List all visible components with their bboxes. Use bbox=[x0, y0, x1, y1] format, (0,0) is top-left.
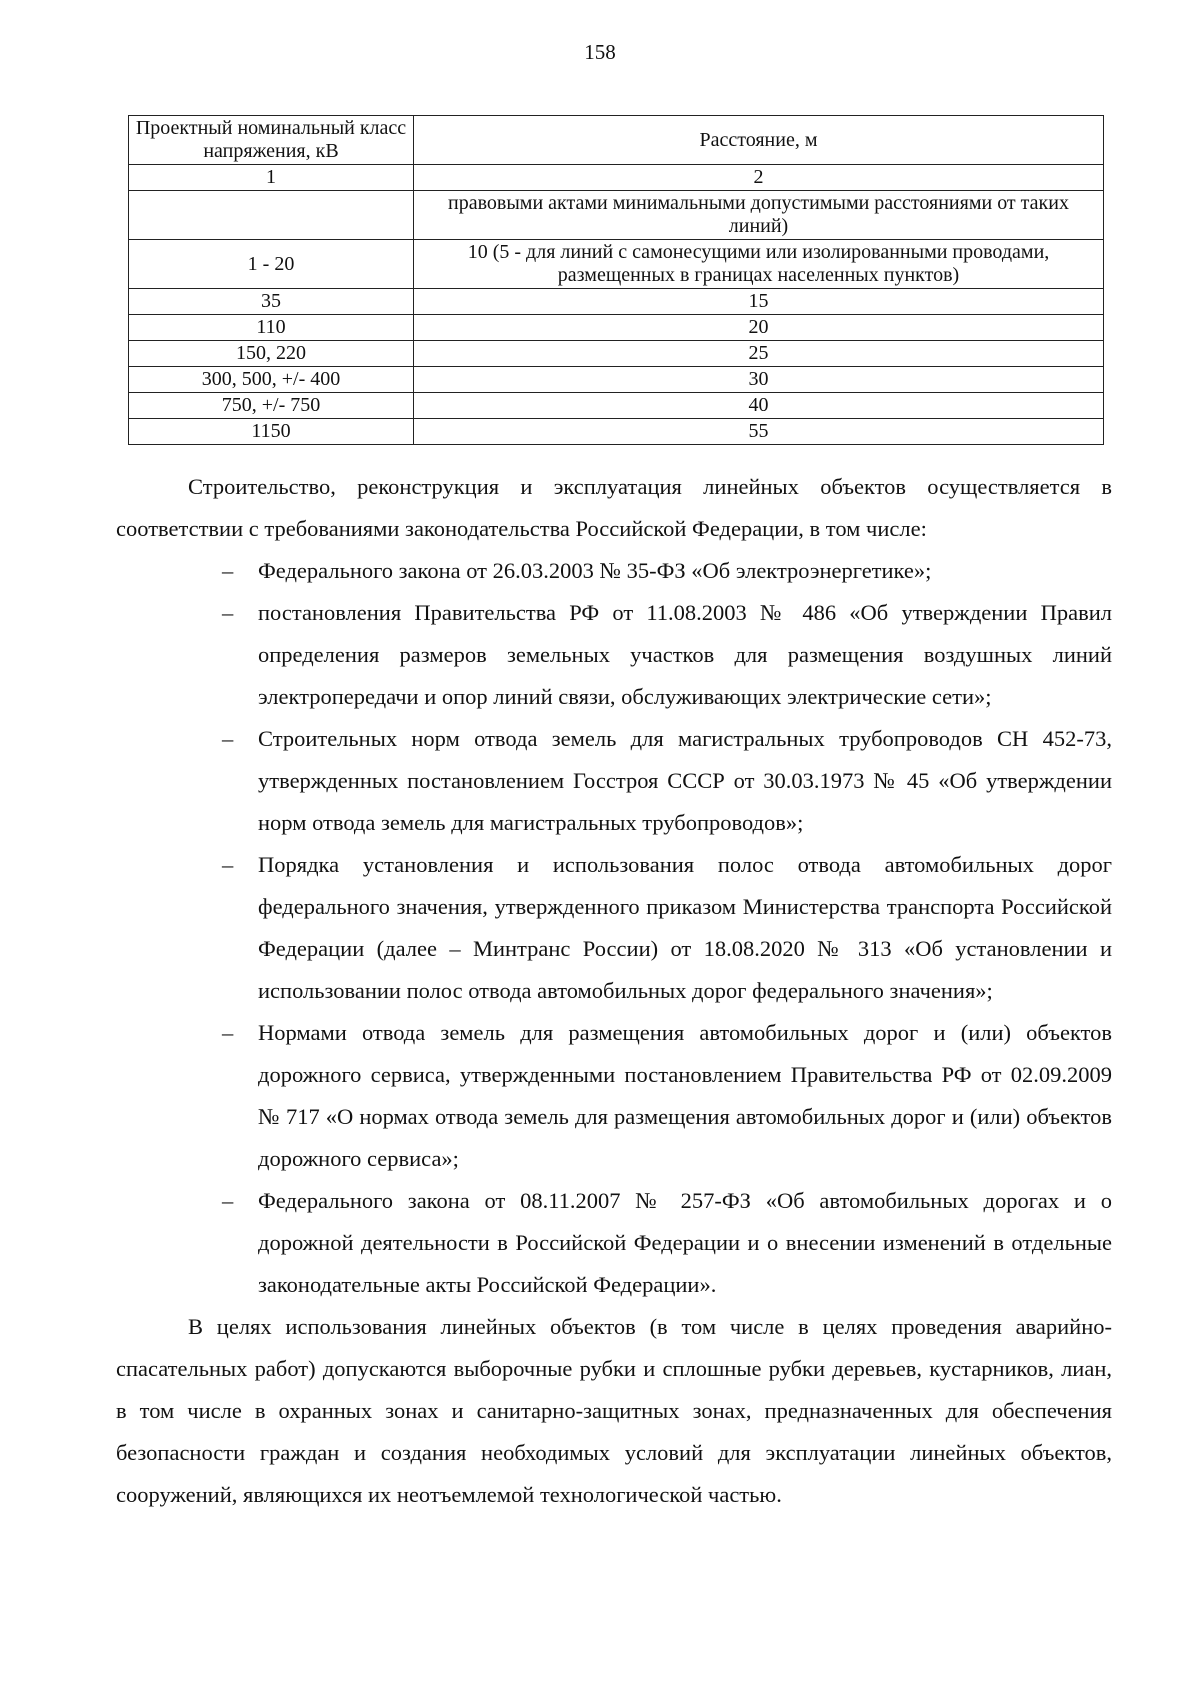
table-row bbox=[129, 393, 1104, 419]
table-cell-distance: 40 bbox=[414, 393, 1104, 419]
table-row bbox=[129, 341, 1104, 367]
table-cell-voltage: 35 bbox=[129, 289, 414, 315]
intro-paragraph: Строительство, реконструкция и эксплуатация линейных объектов осуществляется в соответствии с требованиями законодательства Российской Федерации, в том числе: bbox=[116, 474, 1112, 541]
list-item bbox=[116, 1180, 1112, 1306]
list-item-text: Порядка установления и использования полос отвода автомобильных дорог федерального значения, утвержденного приказом Министерства транспорта Российской Федерации (далее – Минтранс России) от 18.08.2020 № 313 «Об установлении и использовании полос отвода автомобильных дорог федерального значения»; bbox=[258, 852, 1112, 1003]
table-cell-voltage bbox=[129, 191, 414, 240]
list-item-text: Федерального закона от 08.11.2007 № 257-ФЗ «Об автомобильных дорогах и о дорожной деятельности в Российской Федерации и о внесении изменений в отдельные законодательные акты Российской Федерации». bbox=[258, 1188, 1112, 1297]
table-cell-distance: правовыми актами минимальными допустимыми расстояниями от таких линий) bbox=[414, 191, 1104, 240]
list-item bbox=[116, 592, 1112, 718]
dash-marker: – bbox=[222, 1188, 234, 1213]
list-item bbox=[116, 1012, 1112, 1180]
table-column-numbers-row bbox=[129, 165, 1104, 191]
distance-table bbox=[128, 115, 1104, 445]
table-row bbox=[129, 419, 1104, 445]
list-item-text: Федерального закона от 26.03.2003 № 35-ФЗ «Об электроэнергетике»; bbox=[258, 558, 932, 583]
legislation-list bbox=[116, 550, 1112, 1306]
table-cell-voltage: 150, 220 bbox=[129, 341, 414, 367]
table-row bbox=[129, 367, 1104, 393]
dash-marker: – bbox=[222, 558, 234, 583]
table-row bbox=[129, 240, 1104, 289]
table-row bbox=[129, 289, 1104, 315]
table-cell-distance: 15 bbox=[414, 289, 1104, 315]
table-header-row bbox=[129, 116, 1104, 165]
page-number: 158 bbox=[584, 40, 616, 64]
table-row bbox=[129, 315, 1104, 341]
table-cell-voltage: 300, 500, +/- 400 bbox=[129, 367, 414, 393]
column-number-1: 1 bbox=[129, 165, 414, 191]
header-voltage-class: Проектный номинальный класс напряжения, кВ bbox=[129, 116, 414, 165]
list-item-text: Нормами отвода земель для размещения автомобильных дорог и (или) объектов дорожного сервиса, утвержденными постановлением Правительства РФ от 02.09.2009 № 717 «О нормах отвода земель для размещения автомобильных дорог и (или) объектов дорожного сервиса»; bbox=[258, 1020, 1112, 1171]
table-cell-voltage: 750, +/- 750 bbox=[129, 393, 414, 419]
final-paragraph: В целях использования линейных объектов (в том числе в целях проведения аварийно-спасательных работ) допускаются выборочные рубки и сплошные рубки деревьев, кустарников, лиан, в том числе в охранных зонах и санитарно-защитных зонах, предназначенных для обеспечения безопасности граждан и создания необходимых условий для эксплуатации линейных объектов, сооружений, являющихся их неотъемлемой технологической частью. bbox=[116, 1314, 1112, 1507]
dash-marker: – bbox=[222, 726, 234, 751]
header-distance: Расстояние, м bbox=[414, 116, 1104, 165]
dash-marker: – bbox=[222, 600, 234, 625]
table-cell-distance: 10 (5 - для линий с самонесущими или изолированными проводами, размещенных в границах населенных пунктов) bbox=[414, 240, 1104, 289]
table-cell-voltage: 110 bbox=[129, 315, 414, 341]
table-cell-distance: 20 bbox=[414, 315, 1104, 341]
list-item bbox=[116, 718, 1112, 844]
table-cell-voltage: 1 - 20 bbox=[129, 240, 414, 289]
table-row bbox=[129, 191, 1104, 240]
list-item-text: Строительных норм отвода земель для магистральных трубопроводов СН 452-73, утвержденных постановлением Госстроя СССР от 30.03.1973 № 45 «Об утверждении норм отвода земель для магистральных трубопроводов»; bbox=[258, 726, 1112, 835]
table-cell-distance: 25 bbox=[414, 341, 1104, 367]
body-text bbox=[116, 466, 1112, 1516]
list-item-text: постановления Правительства РФ от 11.08.2003 № 486 «Об утверждении Правил определения размеров земельных участков для размещения воздушных линий электропередачи и опор линий связи, обслуживающих электрические сети»; bbox=[258, 600, 1112, 709]
dash-marker: – bbox=[222, 1020, 234, 1045]
column-number-2: 2 bbox=[414, 165, 1104, 191]
table-cell-voltage: 1150 bbox=[129, 419, 414, 445]
list-item bbox=[116, 844, 1112, 1012]
dash-marker: – bbox=[222, 852, 234, 877]
table-cell-distance: 30 bbox=[414, 367, 1104, 393]
table-cell-distance: 55 bbox=[414, 419, 1104, 445]
list-item bbox=[116, 550, 1112, 592]
